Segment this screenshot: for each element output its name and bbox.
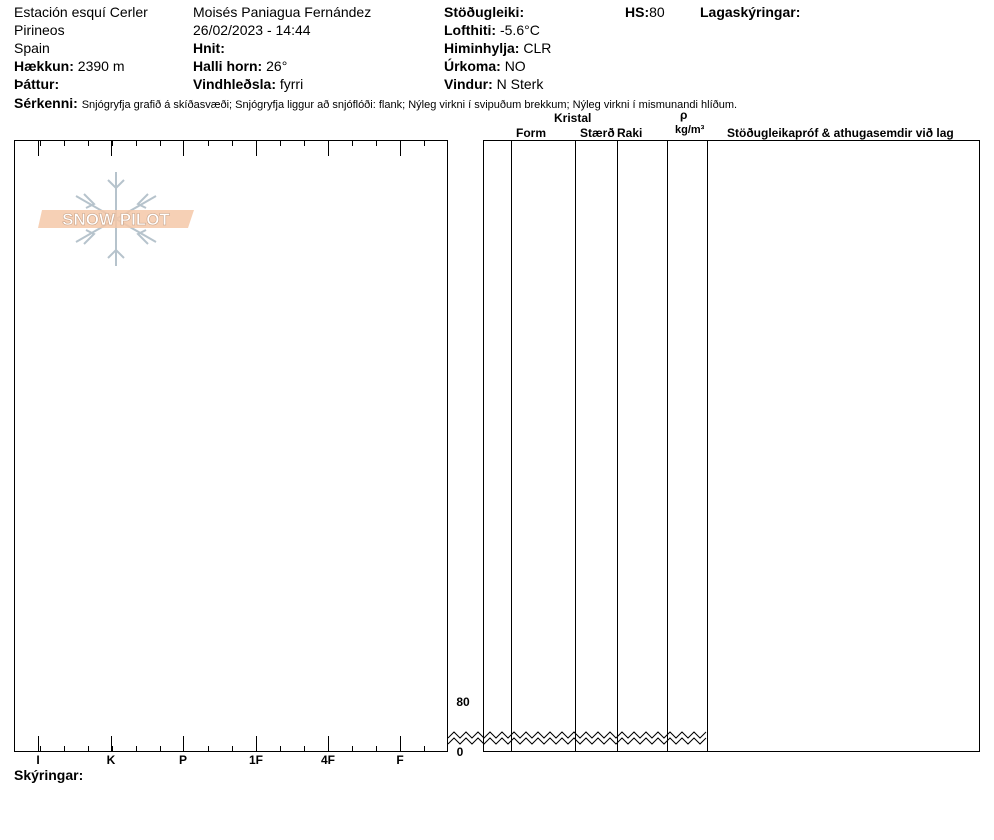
elevation-value: 2390 m: [77, 58, 125, 74]
slope-value: 26°: [266, 58, 288, 74]
graph-tick: [232, 140, 233, 146]
location-name: Estación esquí Cerler: [14, 4, 148, 20]
coords-label: Hnit:: [193, 40, 225, 56]
precip-row: [444, 58, 526, 74]
moisture-header: Raki: [617, 126, 643, 140]
features-value: Snjógryfja grafið á skíðasvæði; Snjógryfja liggur að snjóflóði: flank; Nýleg virkni í svipuðum brekkum; Nýleg virkni í mismunandi hlíðum.: [81, 99, 738, 111]
graph-tick: [64, 746, 65, 752]
air-temp-label: Lofthiti:: [444, 22, 497, 38]
hs-value: 80: [649, 4, 665, 20]
graph-tick: [112, 746, 113, 752]
air-temp-row: [444, 22, 540, 38]
hardness-label: I: [36, 753, 40, 767]
slope-row: [193, 58, 287, 74]
graph-major-tick: [183, 140, 184, 156]
wind-loading-row: [193, 76, 303, 92]
stability-notes-header: Stöðugleikapróf & athugasemdir við lag: [727, 126, 954, 140]
features-row: [14, 95, 737, 112]
logo-text: SNOW PILOT: [62, 210, 170, 229]
graph-tick: [40, 746, 41, 752]
hs-row: [625, 4, 665, 20]
elevation-label: Hækkun:: [14, 58, 74, 74]
graph-tick: [280, 140, 281, 146]
snowpilot-logo: [38, 170, 198, 270]
crystal-header: Kristal: [554, 111, 592, 125]
notes-label: Skýringar:: [14, 767, 84, 783]
graph-tick: [88, 140, 89, 146]
air-temp-value: -5.6°C: [499, 22, 540, 38]
graph-tick: [280, 746, 281, 752]
graph-major-tick: [400, 736, 401, 752]
precip-value: NO: [504, 58, 526, 74]
graph-tick: [208, 746, 209, 752]
stability-label: Stöðugleiki:: [444, 4, 525, 20]
sky-row: [444, 40, 551, 56]
wind-value: N Sterk: [496, 76, 544, 92]
graph-major-tick: [111, 736, 112, 752]
wind-label: Vindur:: [444, 76, 493, 92]
graph-tick: [112, 140, 113, 146]
graph-tick: [376, 140, 377, 146]
graph-tick: [64, 140, 65, 146]
hardness-label: 4F: [320, 753, 336, 767]
wind-loading-label: Vindhleðsla:: [193, 76, 276, 92]
depth-top-label: 80: [456, 695, 470, 709]
table-divider: [617, 140, 618, 752]
depth-bottom-label: 0: [456, 745, 464, 759]
graph-major-tick: [328, 140, 329, 156]
graph-tick: [136, 746, 137, 752]
hardness-label: F: [396, 753, 404, 767]
graph-tick: [160, 140, 161, 146]
wind-loading-value: fyrri: [279, 76, 304, 92]
size-header: Stærð: [580, 126, 615, 140]
graph-major-tick: [111, 140, 112, 156]
graph-tick: [304, 746, 305, 752]
graph-tick: [424, 746, 425, 752]
precip-label: Úrkoma:: [444, 58, 501, 74]
graph-tick: [304, 140, 305, 146]
graph-tick: [352, 140, 353, 146]
table-divider: [707, 140, 708, 752]
elevation-row: [14, 58, 125, 74]
hardness-label: P: [178, 753, 188, 767]
region-name: Pirineos: [14, 22, 65, 38]
stability-row: [444, 4, 524, 20]
graph-tick: [160, 746, 161, 752]
graph-major-tick: [38, 736, 39, 752]
graph-major-tick: [38, 140, 39, 156]
graph-tick: [232, 746, 233, 752]
wind-row: [444, 76, 543, 92]
observer-name: Moisés Paniagua Fernández: [193, 4, 372, 20]
graph-tick: [376, 746, 377, 752]
country-name: Spain: [14, 40, 50, 56]
table-divider: [575, 140, 576, 752]
coords-row: [193, 40, 225, 56]
hardness-label: K: [106, 753, 116, 767]
graph-tick: [40, 140, 41, 146]
features-label: Sérkenni:: [14, 95, 78, 111]
graph-tick: [88, 746, 89, 752]
graph-tick: [424, 140, 425, 146]
observation-datetime: 26/02/2023 - 14:44: [193, 22, 311, 38]
graph-tick: [208, 140, 209, 146]
sky-value: CLR: [523, 40, 552, 56]
table-divider: [667, 140, 668, 752]
layer-notes-label: Lagaskýringar:: [700, 4, 801, 20]
graph-major-tick: [328, 736, 329, 752]
notes-row: [14, 767, 83, 783]
hardness-label: 1F: [248, 753, 264, 767]
hs-label: HS:: [625, 4, 650, 20]
graph-tick: [352, 746, 353, 752]
form-header: Form: [516, 126, 546, 140]
aspect-label: Þáttur:: [14, 76, 60, 92]
density-unit: kg/m³: [675, 124, 705, 136]
graph-major-tick: [400, 140, 401, 156]
sky-label: Himinhylja:: [444, 40, 520, 56]
graph-major-tick: [256, 736, 257, 752]
graph-tick: [136, 140, 137, 146]
table-divider: [511, 140, 512, 752]
graph-major-tick: [183, 736, 184, 752]
slope-label: Halli horn:: [193, 58, 263, 74]
layer-table: [483, 140, 980, 752]
graph-major-tick: [256, 140, 257, 156]
density-symbol: ρ: [680, 108, 688, 122]
aspect-row: [14, 76, 59, 92]
